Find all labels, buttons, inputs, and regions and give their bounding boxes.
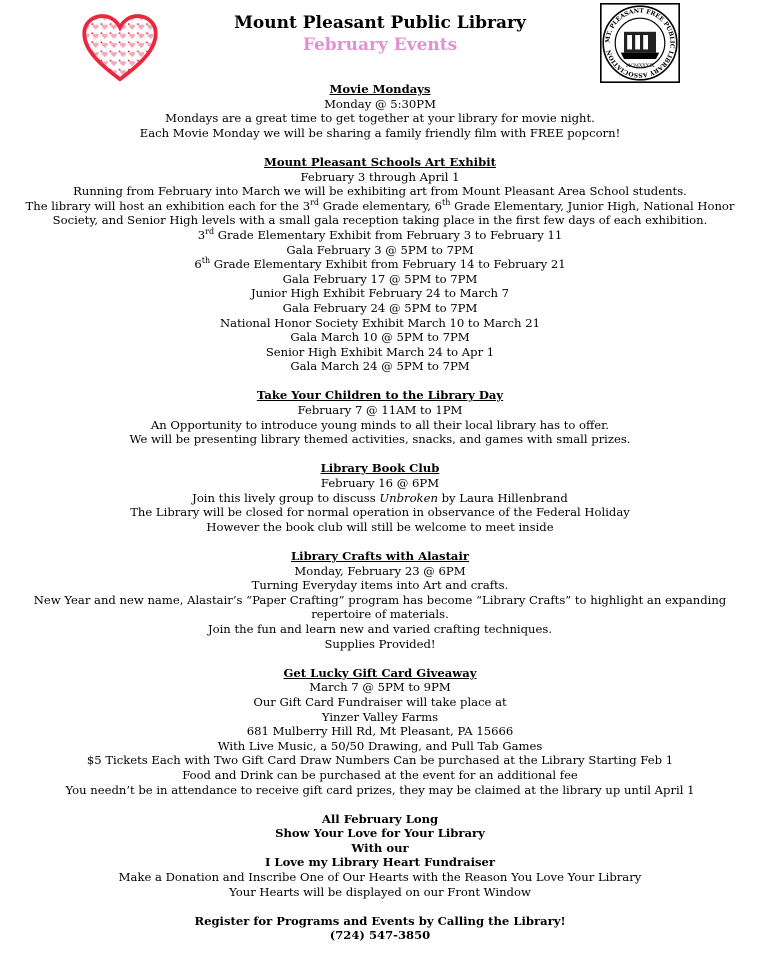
text-paragraph: New Year and new name, Alastair’s “Paper Crafting” program has become “Library Crafts” to highlight an expanding repertoire of materials.: [33, 592, 727, 622]
section-title: Mount Pleasant Schools Art Exhibit: [264, 154, 496, 169]
text-fragment: Grade Elementary Exhibit from February 14 to February 21: [210, 257, 566, 272]
text-line: I Love my Library Heart Fundraiser: [264, 855, 496, 870]
page-title: Mount Pleasant Public Library: [234, 13, 526, 33]
text-line: March 7 @ 5PM to 9PM: [309, 680, 451, 695]
text-line: Join the fun and learn new and varied crafting techniques.: [207, 621, 553, 636]
text-line: [0, 491, 760, 506]
section-heart-fundraiser: [0, 812, 760, 900]
section-book-club: [0, 461, 760, 534]
text-line: Junior High Exhibit February 24 to March 7: [250, 286, 510, 301]
phone-number: (724) 547-3850: [329, 928, 431, 943]
text-line: Gala February 17 @ 5PM to 7PM: [282, 271, 478, 286]
text-line: Turning Everyday items into Art and crafts.: [251, 578, 509, 593]
text-line: We will be presenting library themed activities, snacks, and games with small prizes.: [129, 432, 631, 447]
text-line: You needn’t be in attendance to receive gift card prizes, they may be claimed at the library up until April 1: [65, 782, 695, 797]
text-line: [0, 257, 760, 272]
section-title: Movie Mondays: [329, 82, 431, 96]
text-line: Monday, February 23 @ 6PM: [294, 563, 466, 578]
text-line: Monday @ 5:30PM: [324, 96, 436, 111]
text-line: Your Hearts will be displayed on our Front Window: [229, 884, 531, 899]
section-title: Library Crafts with Alastair: [291, 549, 469, 563]
text-line: Gala February 24 @ 5PM to 7PM: [282, 300, 478, 315]
events-list: [0, 82, 760, 958]
text-fragment: The library will host an exhibition each for the 3: [25, 198, 311, 213]
text-line: Show Your Love for Your Library: [275, 826, 485, 841]
text-line: Supplies Provided!: [324, 636, 436, 651]
text-line: Gala March 24 @ 5PM to 7PM: [290, 359, 470, 374]
text-line: An Opportunity to introduce young minds to all their local library has to offer.: [150, 417, 610, 432]
section-children-day: [0, 388, 760, 446]
text-line: National Honor Society Exhibit March 10 to March 21: [220, 315, 540, 330]
section-art-exhibit: [0, 155, 760, 374]
section-library-crafts: [0, 549, 760, 651]
header: [0, 12, 760, 56]
text-line: Senior High Exhibit March 24 to Apr 1: [265, 344, 495, 359]
text-line: Gala February 3 @ 5PM to 7PM: [286, 242, 474, 257]
text-line: All February Long: [321, 811, 439, 826]
text-line: 681 Mulberry Hill Rd, Mt Pleasant, PA 15666: [246, 724, 514, 739]
text-line: Make a Donation and Inscribe One of Our Hearts with the Reason You Love Your Library: [118, 870, 642, 885]
text-line: [0, 228, 760, 243]
text-line: Mondays are a great time to get together at your library for movie night.: [165, 111, 595, 126]
text-paragraph: [0, 199, 760, 228]
section-title: Library Book Club: [320, 461, 440, 476]
text-line: Food and Drink can be purchased at the event for an additional fee: [182, 767, 578, 782]
ordinal-suffix: rd: [310, 197, 320, 207]
text-fragment: Grade Elementary, Junior High, National Honor Society, and Senior High levels with a small gala reception taking place in the first few days of each exhibition.: [52, 198, 735, 228]
section-register: [0, 914, 760, 943]
text-line: Our Gift Card Fundraiser will take place at: [253, 694, 507, 709]
seal-ring-text: MT. PLEASANT FREE PUBLIC LIBRARY ASSOCIATION: [604, 7, 676, 79]
register-text: Register for Programs and Events by Calling the Library!: [194, 913, 566, 928]
text-line: Each Movie Monday we will be sharing a family friendly film with FREE popcorn!: [139, 125, 621, 140]
text-line: Running from February into March we will be exhibiting art from Mount Pleasant Area School students.: [73, 184, 687, 199]
text-line: $5 Tickets Each with Two Gift Card Draw Numbers Can be purchased at the Library Starting Feb 1: [86, 753, 674, 768]
text-line: With our: [351, 840, 409, 855]
section-title: Get Lucky Gift Card Giveaway: [283, 665, 477, 680]
text-line: With Live Music, a 50/50 Drawing, and Pull Tab Games: [217, 738, 543, 753]
text-line: Gala March 10 @ 5PM to 7PM: [290, 330, 470, 345]
section-title: Take Your Children to the Library Day: [256, 388, 504, 403]
ordinal-suffix: rd: [205, 227, 215, 237]
ordinal-suffix: th: [442, 197, 451, 207]
text-fragment: Grade elementary, 6: [319, 198, 443, 213]
page-subtitle: February Events: [302, 35, 458, 55]
text-line: The Library will be closed for normal operation in observance of the Federal Holiday: [130, 505, 630, 520]
text-line: February 3 through April 1: [300, 169, 460, 184]
text-fragment: 6: [194, 257, 202, 272]
section-gift-card: [0, 666, 760, 797]
text-fragment: by Laura Hillenbrand: [437, 490, 568, 505]
text-line: However the book club will still be welcome to meet inside: [206, 519, 554, 534]
seal-year: MCMXXXIX: [625, 64, 655, 69]
text-fragment: Join this lively group to discuss: [192, 490, 380, 505]
text-line: February 7 @ 11AM to 1PM: [297, 403, 463, 418]
text-line: February 16 @ 6PM: [320, 476, 440, 491]
text-line: Yinzer Valley Farms: [321, 709, 439, 724]
book-title: Unbroken: [379, 490, 438, 505]
ordinal-suffix: th: [201, 256, 211, 266]
text-fragment: Grade Elementary Exhibit from February 3 to February 11: [214, 227, 563, 242]
section-movie-mondays: [0, 82, 760, 140]
text-fragment: 3: [197, 227, 206, 242]
